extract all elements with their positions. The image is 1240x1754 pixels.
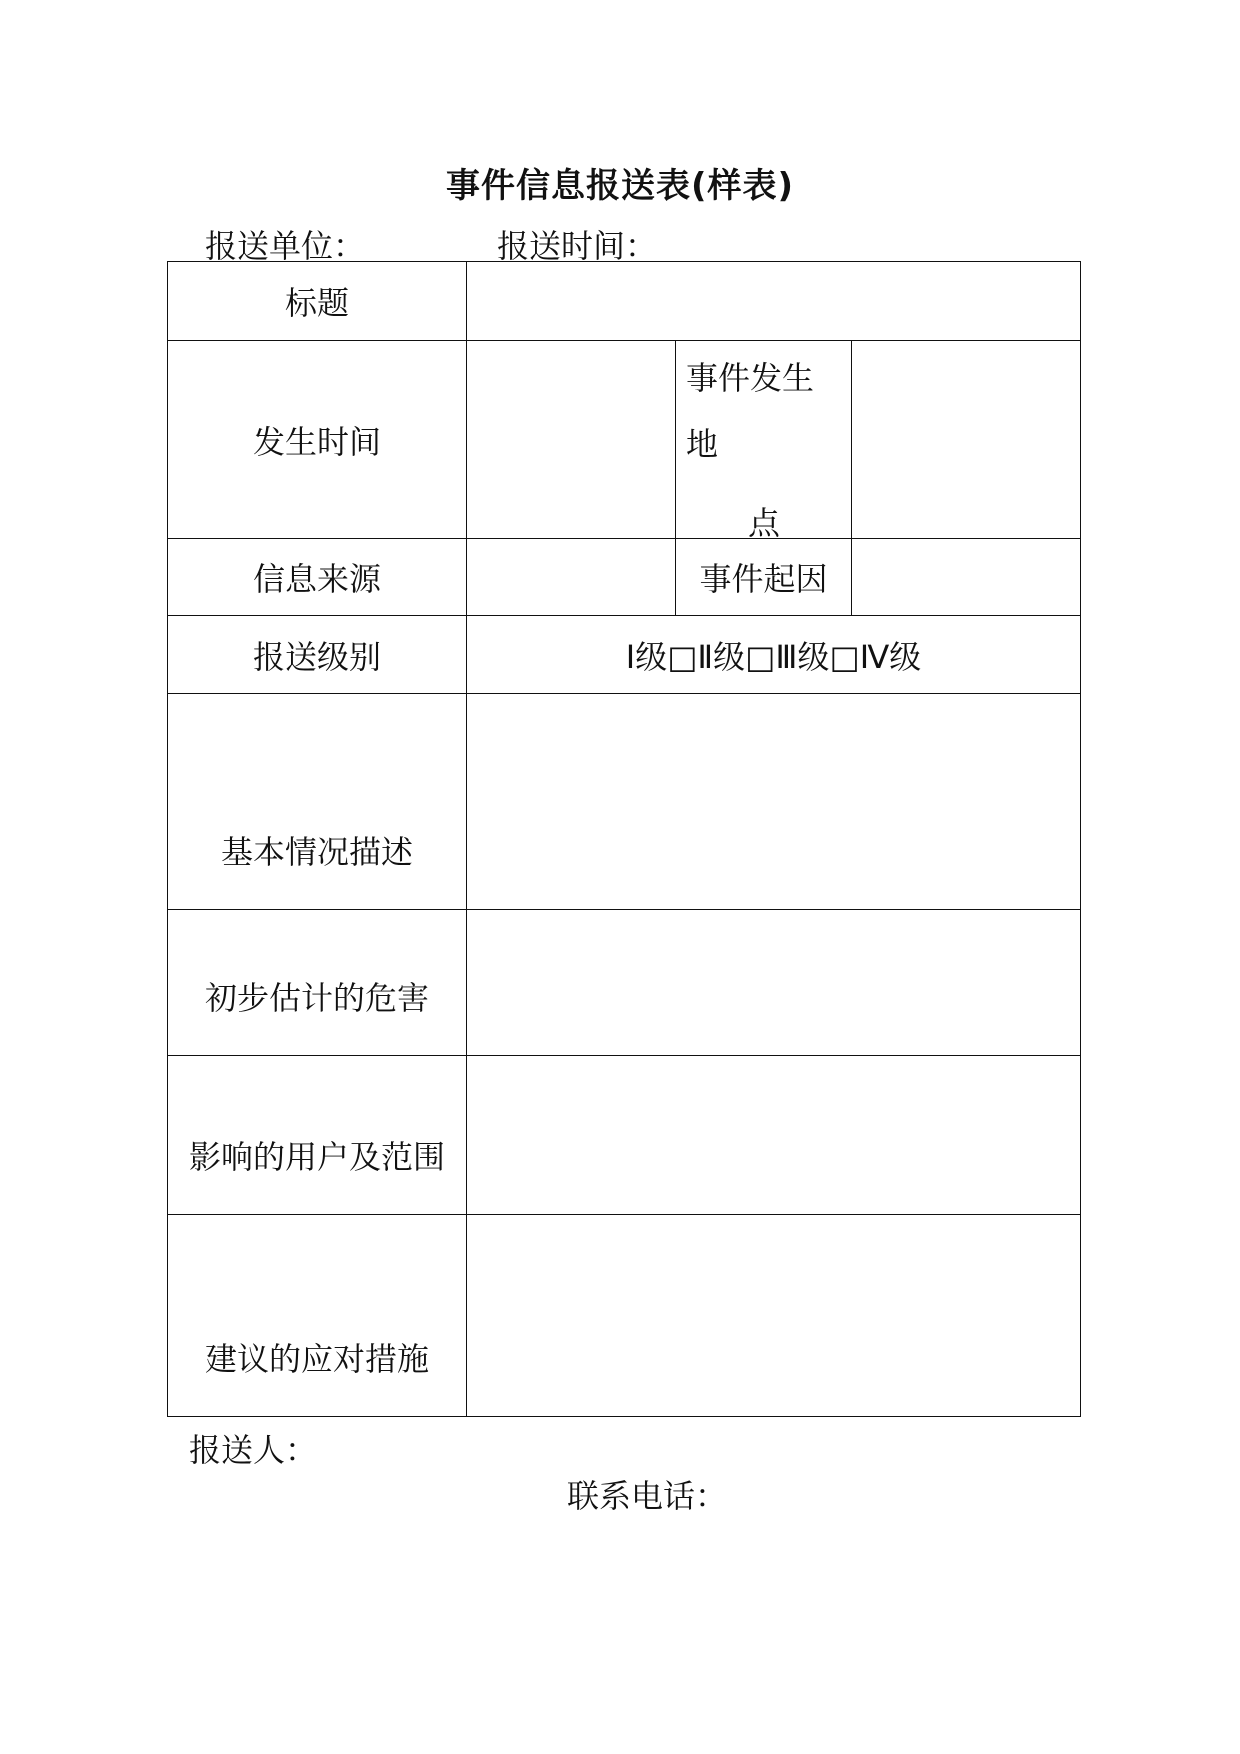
form-title: 事件信息报送表(样表) (445, 166, 795, 206)
measures-field[interactable] (467, 1215, 1081, 1417)
event-report-table (167, 261, 1081, 1417)
title-label: 标题 (168, 262, 467, 341)
sender-label: 报送人： (189, 1431, 318, 1469)
harm-estimate-label: 初步估计的危害 (168, 910, 467, 1056)
event-place-field[interactable] (852, 341, 1081, 539)
event-place-label-line3: 点 (748, 504, 781, 542)
table-row-description (168, 694, 1081, 910)
event-place-label-cell (676, 341, 852, 542)
harm-estimate-field[interactable] (467, 910, 1081, 1056)
event-place-label-line1: 事件发生 (686, 359, 815, 397)
report-level-options[interactable]: Ⅰ级□Ⅱ级□Ⅲ级□Ⅳ级 (467, 616, 1081, 694)
reporting-unit-label: 报送单位： (205, 227, 366, 265)
event-cause-field[interactable] (852, 539, 1081, 616)
affected-users-field[interactable] (467, 1056, 1081, 1215)
table-row-level (168, 616, 1081, 694)
title-field[interactable] (467, 262, 1081, 341)
info-source-label: 信息来源 (168, 539, 467, 616)
table-row-measures (168, 1215, 1081, 1417)
contact-phone-label: 联系电话： (567, 1477, 728, 1515)
event-cause-label: 事件起因 (676, 539, 852, 616)
affected-users-label: 影响的用户及范围 (168, 1056, 467, 1215)
table-row-occurrence (168, 341, 1081, 539)
reporting-time-label: 报送时间： (497, 227, 658, 265)
occurrence-time-field[interactable] (467, 341, 676, 539)
measures-label: 建议的应对措施 (168, 1215, 467, 1417)
table-row-harm (168, 910, 1081, 1056)
occurrence-time-label: 发生时间 (168, 341, 467, 539)
description-label: 基本情况描述 (168, 694, 467, 910)
table-row-source (168, 539, 1081, 616)
info-source-field[interactable] (467, 539, 676, 616)
event-place-label-line2: 地 (686, 425, 719, 463)
description-field[interactable] (467, 694, 1081, 910)
table-row-title (168, 262, 1081, 341)
report-level-label: 报送级别 (168, 616, 467, 694)
table-row-users (168, 1056, 1081, 1215)
